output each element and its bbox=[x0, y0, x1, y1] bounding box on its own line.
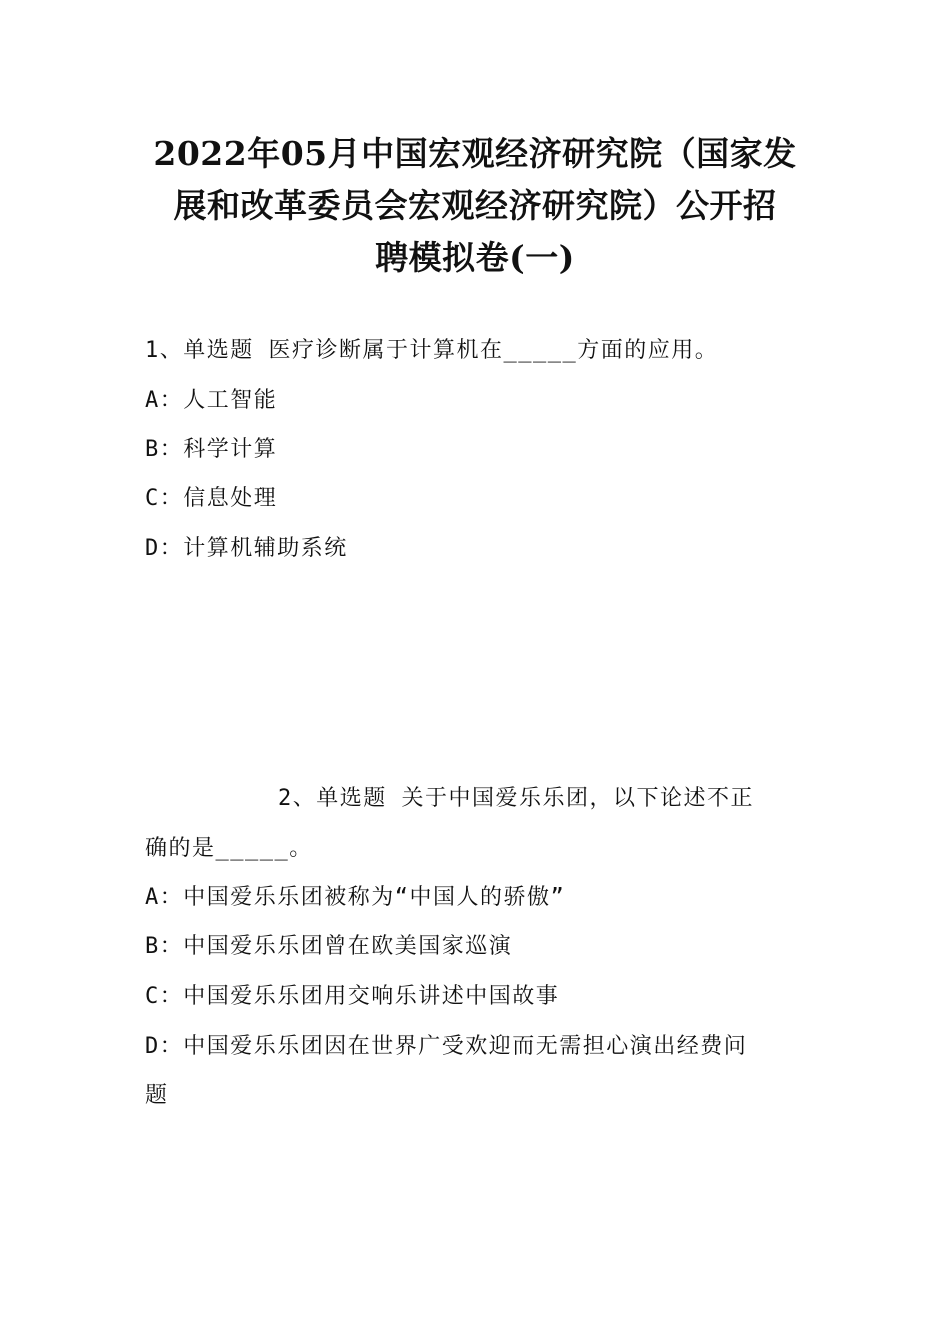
question-2-stem-line-1: 2、单选题 关于中国爱乐乐团，以下论述不正 bbox=[278, 786, 754, 811]
question-2-option-b: B：中国爱乐乐团曾在欧美国家巡演 bbox=[145, 934, 513, 959]
question-1-stem: 1、单选题 医疗诊断属于计算机在_____方面的应用。 bbox=[145, 338, 719, 363]
document-title-line-1: 2022年05月中国宏观经济研究院（国家发 bbox=[153, 134, 797, 173]
document-title-line-2: 展和改革委员会宏观经济研究院）公开招 bbox=[173, 186, 777, 225]
question-2-stem-line-2: 确的是_____。 bbox=[145, 836, 313, 861]
question-1-option-b: B：科学计算 bbox=[145, 437, 278, 462]
document-title bbox=[140, 128, 810, 284]
question-2-option-c: C：中国爱乐乐团用交响乐讲述中国故事 bbox=[145, 984, 560, 1009]
question-1-option-d: D：计算机辅助系统 bbox=[145, 536, 348, 561]
document-title-line-3: 聘模拟卷(一) bbox=[375, 238, 575, 277]
question-1-option-c: C：信息处理 bbox=[145, 486, 278, 511]
question-2-option-d: D：中国爱乐乐团因在世界广受欢迎而无需担心演出经费问 bbox=[145, 1034, 748, 1059]
question-2-option-d-continued: 题 bbox=[145, 1083, 169, 1108]
question-2-option-a: A：中国爱乐乐团被称为“中国人的骄傲” bbox=[145, 885, 566, 910]
question-1-option-a: A：人工智能 bbox=[145, 388, 278, 413]
